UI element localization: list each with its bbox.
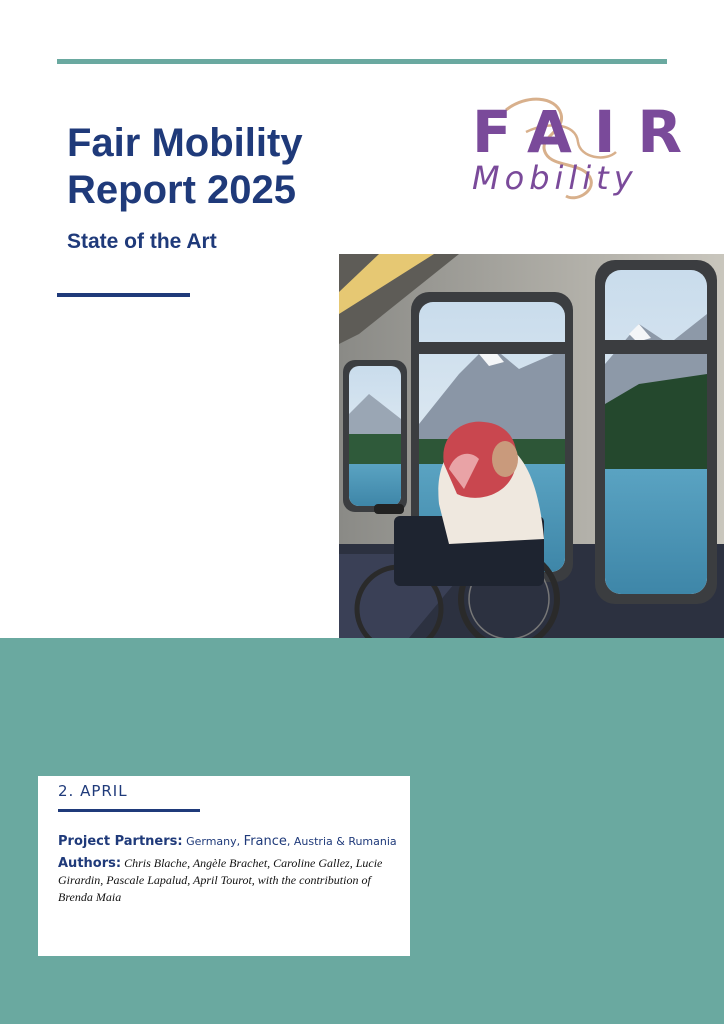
cover-photo-illustration [339, 254, 724, 638]
project-partners [58, 834, 397, 849]
report-title-line-2: Report 2025 [67, 168, 296, 212]
authors-list: Chris Blache, Angèle Brachet, Caroline Gallez, Lucie Girardin, Pascale Lapalud, April Tourot, with the contribution of Brenda Maia [58, 856, 383, 904]
report-title [67, 120, 303, 214]
date-underline [58, 809, 200, 812]
logo-word-mobility: Mobility [472, 159, 638, 197]
report-authors [58, 855, 393, 906]
title-underline [57, 293, 190, 297]
partner-germany: Germany, [186, 835, 244, 848]
logo-word-fair: FAIR [472, 98, 705, 166]
partner-austria-rumania: , Austria & Rumania [286, 835, 397, 848]
report-title-line-1: Fair Mobility [67, 121, 303, 165]
report-subtitle: State of the Art [67, 230, 217, 253]
top-divider [57, 59, 667, 64]
report-info-box [38, 776, 410, 956]
train-window-wheelchair-photo [339, 254, 724, 638]
partner-france: France [243, 834, 287, 849]
authors-label: Authors: [58, 856, 122, 871]
fair-mobility-logo [466, 92, 705, 212]
report-date: 2. APRIL [58, 782, 128, 800]
partners-label: Project Partners: [58, 834, 183, 849]
